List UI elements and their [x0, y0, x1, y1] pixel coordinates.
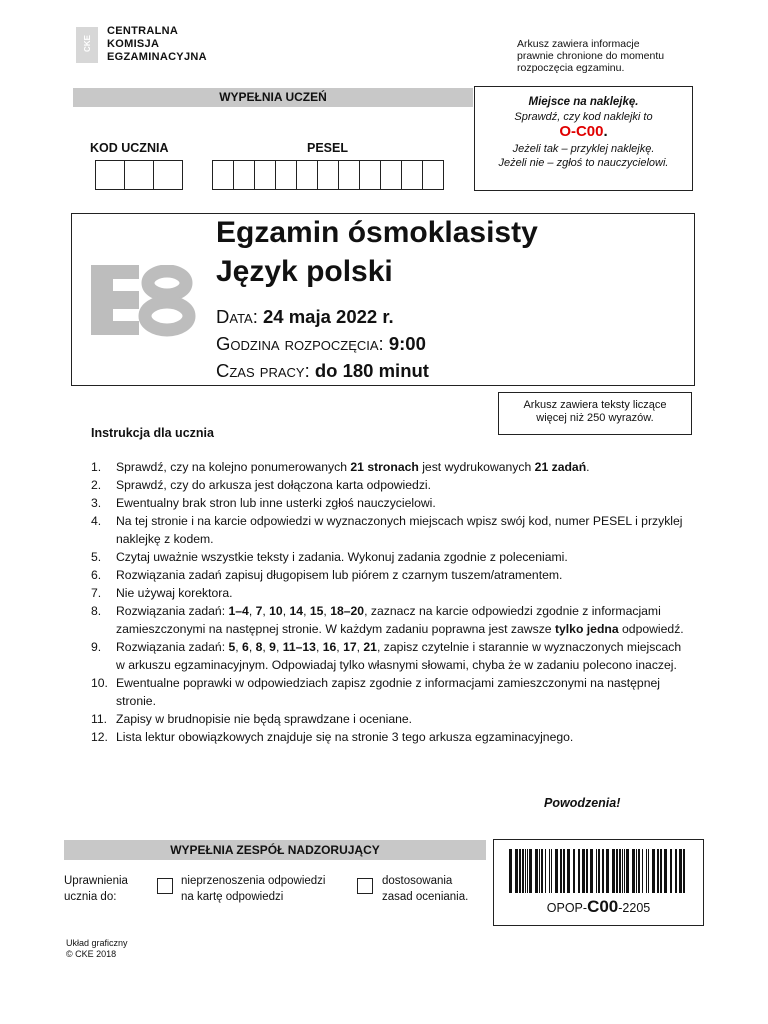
barcode-bar — [638, 849, 640, 893]
pesel-field[interactable] — [213, 160, 444, 190]
long-text-notice: Arkusz zawiera teksty liczące więcej niż 250 wyrazów. — [498, 392, 692, 435]
barcode-bar — [646, 849, 647, 893]
instruction-item — [91, 476, 691, 494]
instruction-number: 8. — [91, 604, 102, 618]
barcode-bar — [622, 849, 623, 893]
instructions-title: Instrukcja dla ucznia — [91, 426, 214, 440]
barcode-bar — [545, 849, 546, 893]
barcode-bar — [660, 849, 662, 893]
instruction-number: 7. — [91, 586, 102, 600]
instructions-list — [91, 458, 691, 746]
digit-box[interactable] — [317, 160, 339, 190]
sticker-code: O-C00. — [559, 123, 608, 140]
no-transfer-checkbox[interactable] — [157, 878, 173, 894]
instruction-item — [91, 494, 691, 512]
barcode-bar — [529, 849, 532, 893]
barcode-bar — [590, 849, 593, 893]
barcode-bar — [582, 849, 585, 893]
digit-box[interactable] — [422, 160, 444, 190]
barcode-label: OPOP-C00-2205 — [546, 897, 651, 916]
barcode-bar — [602, 849, 604, 893]
instruction-item — [91, 602, 691, 638]
barcode-bar — [632, 849, 635, 893]
instruction-item — [91, 710, 691, 728]
exam-subject: Język polski — [216, 255, 393, 288]
barcode-bar — [555, 849, 558, 893]
instruction-text: Sprawdź, czy na kolejno ponumerowanych 21 stronach jest wydrukowanych 21 zadań. — [116, 460, 590, 474]
instruction-item — [91, 512, 691, 548]
digit-box[interactable] — [212, 160, 234, 190]
barcode-bar — [578, 849, 580, 893]
student-fill-bar: WYPEŁNIA UCZEŃ — [73, 88, 473, 107]
barcode-bar — [596, 849, 597, 893]
sticker-check-text: Sprawdź, czy kod naklejki to — [514, 111, 653, 123]
cke-logo-text: CENTRALNA KOMISJA EGZAMINACYJNA — [107, 25, 207, 63]
barcode-bar — [606, 849, 609, 893]
instruction-text: Rozwiązania zadań: 5, 6, 8, 9, 11–13, 16, 17, 21, zapisz czytelnie i starannie w wyznaczonych miejscach w arkuszu egzaminacyjnym. Odpowiadaj tylko własnymi słowami, chyba że w zadaniu polecono inaczej. — [116, 640, 682, 672]
barcode-bar — [515, 849, 518, 893]
barcode-bar — [664, 849, 667, 893]
cke-logo-abbrev: CKE — [82, 35, 92, 52]
instruction-number: 2. — [91, 478, 102, 492]
instruction-item — [91, 458, 691, 476]
instruction-text: Sprawdź, czy do arkusza jest dołączona karta odpowiedzi. — [116, 478, 432, 492]
instruction-text: Czytaj uważnie wszystkie teksty i zadania. Wykonuj zadania zgodnie z poleceniami. — [116, 550, 568, 564]
exam-date: Data: 24 maja 2022 r. — [216, 306, 394, 327]
instruction-text: Zapisy w brudnopisie nie będą sprawdzane i oceniane. — [116, 712, 413, 726]
student-rights-label: Uprawnienia ucznia do: — [64, 875, 128, 903]
sticker-instructions: Jeżeli tak – przyklej naklejkę. Jeżeli nie – zgłoś to nauczycielowi. — [498, 143, 669, 169]
instruction-number: 3. — [91, 496, 102, 510]
barcode-bar — [624, 849, 625, 893]
instruction-text: Ewentualne poprawki w odpowiedziach zapisz zgodnie z informacjami zamieszczonymi na następnej stronie. — [116, 676, 660, 708]
instruction-text: Lista lektur obowiązkowych znajduje się na stronie 3 tego arkusza egzaminacyjnego. — [116, 730, 574, 744]
instruction-item — [91, 584, 691, 602]
digit-box[interactable] — [95, 160, 125, 190]
barcode-bar — [519, 849, 521, 893]
digit-box[interactable] — [124, 160, 154, 190]
barcode-bar — [679, 849, 682, 893]
barcode-bar — [527, 849, 528, 893]
barcode-bar — [652, 849, 655, 893]
barcode-bar — [586, 849, 588, 893]
barcode-bar — [626, 849, 629, 893]
digit-box[interactable] — [153, 160, 183, 190]
instruction-number: 10. — [91, 676, 108, 690]
barcode-bar — [642, 849, 643, 893]
barcode-bar — [619, 849, 621, 893]
barcode-bar — [551, 849, 552, 893]
barcode-bar — [612, 849, 615, 893]
instruction-text: Na tej stronie i na karcie odpowiedzi w wyznaczonych miejscach wpisz swój kod, numer PESEL i przyklej naklejkę z kodem. — [116, 514, 683, 546]
exam-duration: Czas pracy: do 180 minut — [216, 360, 429, 381]
confidential-notice: Arkusz zawiera informacje prawnie chronione do momentu rozpoczęcia egzaminu. — [517, 38, 665, 74]
barcode-bar — [541, 849, 543, 893]
sticker-area[interactable] — [474, 86, 693, 191]
instruction-text: Rozwiązania zadań zapisuj długopisem lub piórem z czarnym tuszem/atramentem. — [116, 568, 563, 582]
supervisor-fill-bar: WYPEŁNIA ZESPÓŁ NADZORUJĄCY — [64, 840, 486, 860]
digit-box[interactable] — [233, 160, 255, 190]
instruction-item — [91, 638, 691, 674]
instruction-number: 11. — [91, 712, 108, 726]
digit-box[interactable] — [338, 160, 360, 190]
sticker-title: Miejsce na naklejkę. — [528, 96, 639, 108]
barcode-bar — [535, 849, 538, 893]
adjusted-grading-checkbox[interactable] — [357, 878, 373, 894]
instruction-item — [91, 674, 691, 710]
footer-credits: Układ graficzny © CKE 2018 — [66, 938, 128, 959]
instruction-number: 6. — [91, 568, 102, 582]
barcode-bar — [616, 849, 618, 893]
barcode-icon — [509, 849, 689, 893]
exam-start-time: Godzina rozpoczęcia: 9:00 — [216, 333, 426, 354]
student-code-label: KOD UCZNIA — [90, 141, 169, 155]
instruction-number: 1. — [91, 460, 102, 474]
digit-box[interactable] — [254, 160, 276, 190]
barcode-bar — [525, 849, 526, 893]
instruction-text: Nie używaj korektora. — [116, 586, 233, 600]
exam-title: Egzamin ósmoklasisty — [216, 216, 538, 249]
instruction-number: 4. — [91, 514, 102, 528]
digit-box[interactable] — [275, 160, 297, 190]
barcode-bar — [560, 849, 562, 893]
instruction-item — [91, 728, 691, 746]
instruction-text: Ewentualny brak stron lub inne usterki zgłoś nauczycielowi. — [116, 496, 436, 510]
digit-box[interactable] — [401, 160, 423, 190]
instruction-item — [91, 566, 691, 584]
barcode-bar — [648, 849, 649, 893]
barcode-bar — [567, 849, 570, 893]
instruction-text: Rozwiązania zadań: 1–4, 7, 10, 14, 15, 18–20, zaznacz na karcie odpowiedzi zgodnie z informacjami zamieszczonymi na następnej stronie. W każdym zadaniu poprawna jest zawsze tylko jedna odpowiedź. — [116, 604, 684, 636]
cke-logo-mark — [76, 27, 98, 63]
instruction-item — [91, 548, 691, 566]
barcode-bar — [598, 849, 600, 893]
barcode-bar — [563, 849, 565, 893]
student-code-field[interactable] — [96, 160, 183, 190]
barcode-bar — [549, 849, 550, 893]
digit-box[interactable] — [296, 160, 318, 190]
barcode-bar — [509, 849, 512, 893]
barcode-bar — [670, 849, 672, 893]
barcode-bar — [539, 849, 540, 893]
barcode-bar — [657, 849, 659, 893]
barcode-bar — [675, 849, 677, 893]
digit-box[interactable] — [359, 160, 381, 190]
barcode-bar — [683, 849, 685, 893]
e8-logo — [91, 265, 196, 337]
instruction-number: 9. — [91, 640, 102, 654]
digit-box[interactable] — [380, 160, 402, 190]
barcode-bar — [573, 849, 575, 893]
pesel-label: PESEL — [307, 141, 348, 155]
instruction-number: 5. — [91, 550, 102, 564]
instruction-number: 12. — [91, 730, 108, 744]
no-transfer-label: nieprzenoszenia odpowiedzi na kartę odpowiedzi — [181, 875, 326, 903]
barcode-bar — [636, 849, 637, 893]
good-luck-text: Powodzenia! — [544, 796, 621, 810]
adjusted-grading-label: dostosowania zasad oceniania. — [382, 875, 469, 903]
barcode-bar — [522, 849, 524, 893]
